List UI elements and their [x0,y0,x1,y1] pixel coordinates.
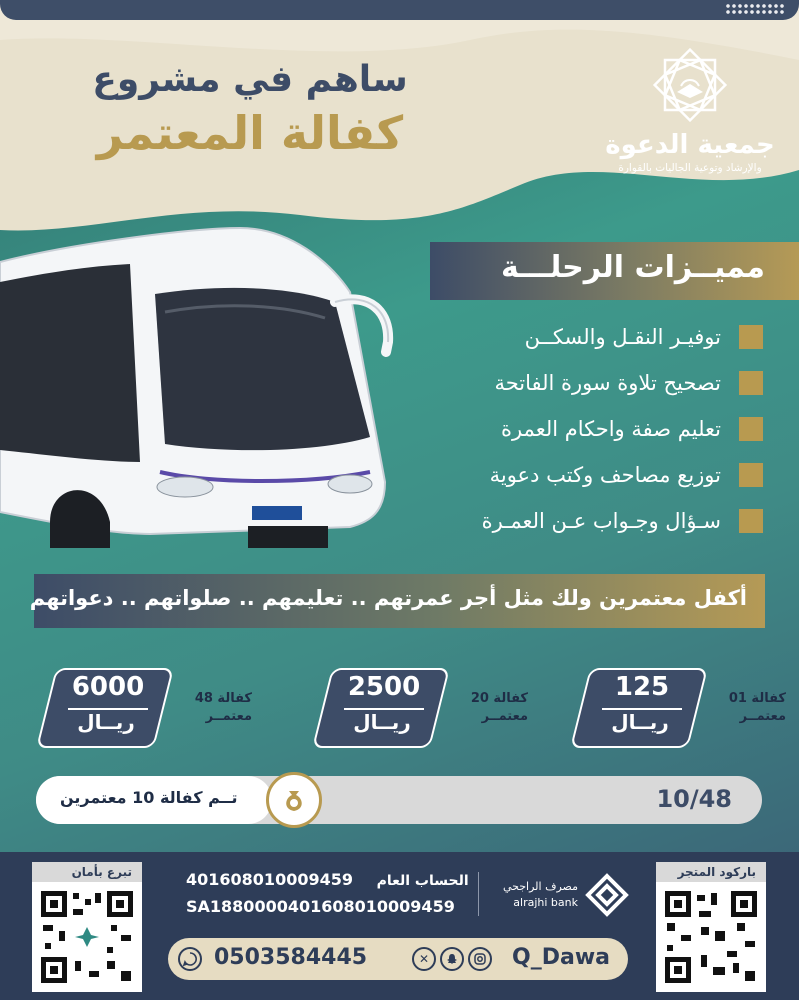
package-amount: 6000 [71,672,145,702]
instagram-icon[interactable] [468,947,492,971]
social-handle[interactable]: Q_Dawa [512,945,610,970]
account-label: الحساب العام [376,873,469,889]
feature-item [403,413,763,445]
qr-code-icon [41,891,133,983]
features-heading-text: مميــزات الرحلـــة [500,250,765,285]
donate-qr-code[interactable] [32,882,142,992]
feature-item [403,505,763,537]
alrajhi-logo-icon [584,872,630,918]
progress-done-text: تــم كفالة 10 معتمرين [60,788,238,807]
bank-account-info [186,870,470,916]
org-name: جمعية الدعوة [605,130,775,160]
package-label-line1: كفالة 20 [470,691,528,706]
bank-name-ar: مصرف الراجحي [502,880,578,893]
package-label [706,690,786,726]
feature-item [403,321,763,353]
square-bullet-icon [739,509,763,533]
donate-label: تبرع بأمان [32,862,142,882]
square-bullet-icon [739,463,763,487]
square-bullet-icon [739,371,763,395]
account-row [186,870,470,889]
store-qr-code[interactable] [656,882,766,992]
package-label-line1: كفالة 01 [728,691,786,706]
progress-bar [36,776,762,824]
title-line-2: كفالة المعتمر [96,105,404,160]
slogan-banner [29,574,765,628]
divider [478,872,479,916]
square-bullet-icon [739,417,763,441]
features-heading [430,242,799,300]
feature-text: توفيـر النقـل والسكــن [524,325,721,349]
contact-bar [168,938,628,980]
money-bag-icon [266,772,322,828]
feature-item [403,459,763,491]
feature-text: توزيع مصاحف وكتب دعوية [489,463,721,487]
slogan-text: أكفل معتمرين ولك مثل أجر عمرتهم .. تعليمهم .. صلواتهم .. دعواتهم [29,586,747,610]
phone-number[interactable]: 0503584445 [214,945,368,970]
store-qr-section [656,862,766,992]
package-amount: 2500 [347,672,421,702]
store-label: باركود المتجر [656,862,766,882]
x-twitter-icon[interactable]: ✕ [412,947,436,971]
donate-qr-section [32,862,142,992]
bus-illustration [0,222,420,562]
package-currency: ريــال [611,710,669,734]
page-title [70,60,430,161]
package-label-line2: معتمــر [205,709,252,725]
feature-text: تصحيح تلاوة سورة الفاتحة [494,371,721,395]
progress-count: 10/48 [656,785,732,813]
bank-name-en: alrajhi bank [513,896,578,909]
package-label-line1: كفالة 48 [194,691,252,706]
package-card-20[interactable] [322,668,532,748]
square-bullet-icon [739,325,763,349]
snapchat-icon[interactable] [440,947,464,971]
bank-logo [478,866,636,920]
package-label-line2: معتمــر [739,709,786,725]
quran-star-icon [647,42,733,128]
package-currency: ريــال [353,710,411,734]
package-amount: 125 [614,672,670,702]
package-label [448,690,528,726]
feature-item [403,367,763,399]
qr-code-icon [665,891,757,983]
package-label-line2: معتمــر [481,709,528,725]
feature-text: تعليم صفة واحكام العمرة [500,417,721,441]
account-number[interactable]: 401608010009459 [186,870,353,889]
dot-pattern [725,3,785,15]
package-card-48[interactable] [46,668,256,748]
package-currency: ريــال [77,710,135,734]
whatsapp-icon[interactable] [178,947,202,971]
feature-text: سـؤال وجـواب عـن العمـرة [481,509,721,533]
package-label [172,690,252,726]
org-subtitle: والإرشاد وتوعية الجاليات بالقوارة [618,162,762,174]
iban[interactable]: SA1880000401608010009459 [186,897,455,916]
title-line-1: ساهم في مشروع [92,59,408,100]
top-bar [0,0,799,20]
org-logo [600,42,780,174]
package-card-01[interactable] [580,668,790,748]
